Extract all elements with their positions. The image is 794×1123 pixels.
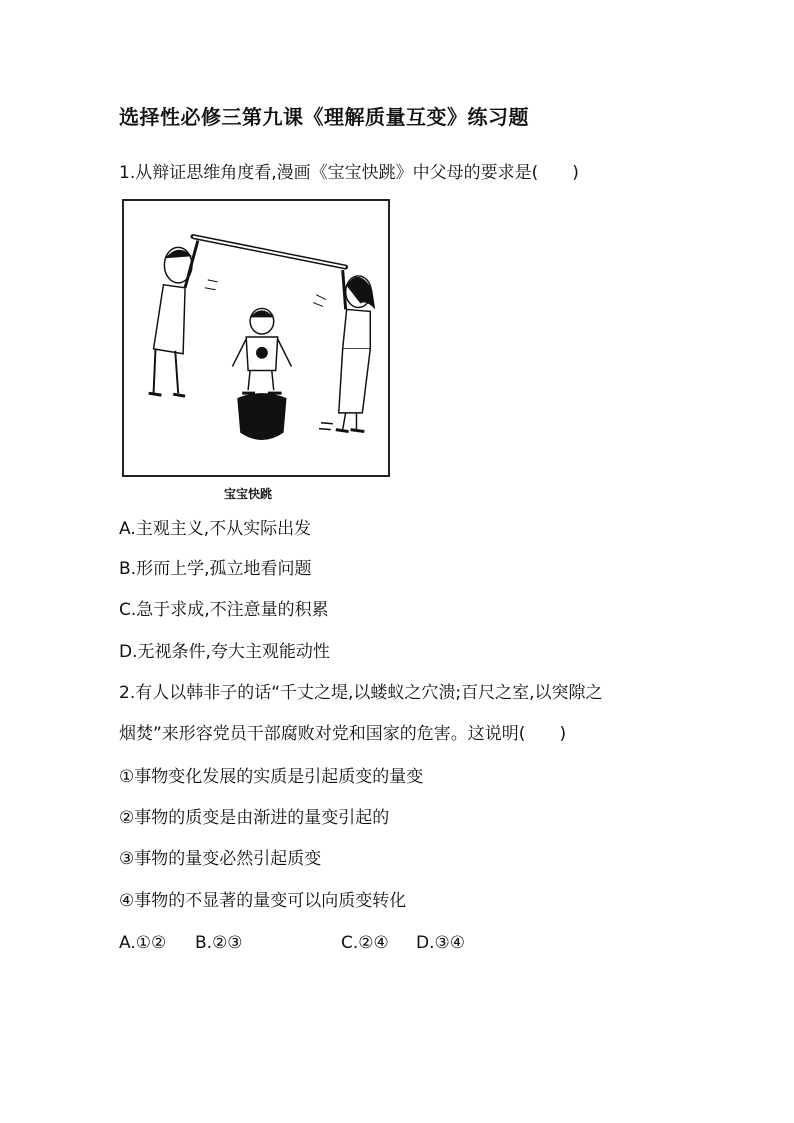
question-1-option-c: C.急于求成,不注意量的积累: [119, 600, 329, 620]
question-1-option-b: B.形而上学,孤立地看问题: [119, 559, 312, 579]
question-2-item-4: ④事物的不显著的量变可以向质变转化: [119, 891, 407, 911]
question-2-option-c: C.②④: [341, 933, 389, 953]
question-2-stem-line-1: 2.有人以韩非子的话“千丈之堤,以蝼蚁之穴溃;百尺之室,以突隙之: [119, 683, 603, 703]
question-2-item-3: ③事物的量变必然引起质变: [119, 849, 322, 869]
question-2-options: [119, 932, 465, 954]
question-2-stem-line-2: 烟焚”来形容党员干部腐败对党和国家的危害。这说明( ): [119, 724, 567, 744]
question-2-option-d: D.③④: [416, 933, 465, 953]
question-1-option-a: A.主观主义,不从实际出发: [119, 519, 312, 539]
figure-caption: 宝宝快跳: [224, 487, 273, 501]
cartoon-figure: [122, 199, 390, 477]
cartoon-illustration: [124, 201, 388, 475]
question-1-stem: 1.从辩证思维角度看,漫画《宝宝快跳》中父母的要求是( ): [119, 163, 579, 183]
page-title: 选择性必修三第九课《理解质量互变》练习题: [119, 105, 529, 129]
question-1-option-d: D.无视条件,夸大主观能动性: [119, 642, 330, 662]
question-2-option-b: B.②③: [195, 933, 243, 953]
question-2-item-1: ①事物变化发展的实质是引起质变的量变: [119, 767, 424, 787]
question-2-option-a: A.①②: [119, 933, 167, 953]
question-2-item-2: ②事物的质变是由渐进的量变引起的: [119, 808, 390, 828]
